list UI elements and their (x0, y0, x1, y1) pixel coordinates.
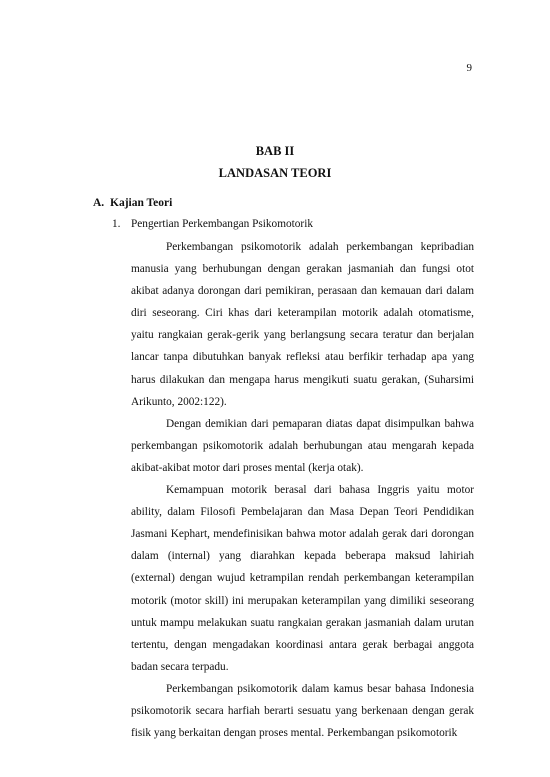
page-number: 9 (466, 62, 472, 74)
chapter-number: BAB II (255, 144, 295, 158)
section-heading (93, 197, 172, 209)
paragraph: Perkembangan psikomotorik dalam kamus besar bahasa Indonesia psikomotorik secara harfiah berarti sesuatu yang berkenaan dengan gerak fisik yang berkaitan dengan proses mental. Perkembangan psikomotorik (131, 682, 474, 740)
chapter-heading (0, 140, 550, 184)
section-letter: A. (93, 197, 105, 209)
chapter-title: LANDASAN TEORI (218, 166, 332, 180)
paragraph: Dengan demikian dari pemaparan diatas dapat disimpulkan bahwa perkembangan psikomotorik adalah berhubungan atau mengarah kepada akibat-akibat motor dari proses mental (kerja otak). (131, 417, 474, 474)
subsection-title: Pengertian Perkembangan Psikomotorik (131, 218, 313, 230)
subsection-heading (112, 218, 313, 230)
subsection-number: 1. (112, 218, 121, 230)
paragraph: Perkembangan psikomotorik adalah perkembangan kepribadian manusia yang berhubungan dengan gerakan jasmaniah dan fungsi otot akibat adanya dorongan dari pemikiran, perasaan dan kemauan dari dalam diri seseorang. Ciri khas dari keterampilan motorik adalah otomatisme, yaitu rangkaian gerak-gerik yang berlangsung secara teratur dan berjalan lancar tanpa dibutuhkan banyak refleksi atau berfikir terhadap apa yang harus dilakukan dan mengapa harus mengikuti suatu gerakan, (Suharsimi Arikunto, 2002:122). (131, 241, 474, 408)
section-title: Kajian Teori (110, 197, 173, 209)
paragraph: Kemampuan motorik berasal dari bahasa Inggris yaitu motor ability, dalam Filosofi Pembelajaran dan Masa Depan Teori Pendidikan Jasmani Kephart, mendefinisikan bahwa motor adalah gerak dari dorongan dalam (internal) yang diarahkan kepada beberapa maksud lahiriah (external) dengan wujud ketrampilan rendah perkembangan keterampilan motorik (motor skill) ini merupakan keterampilan yang dimiliki seseorang untuk mampu melakukan suatu rangkaian gerakan jasmaniah dalam urutan tertentu, dengan mengadakan koordinasi antara gerak berbagai anggota badan secara terpadu. (131, 484, 474, 673)
body-text (131, 236, 474, 744)
